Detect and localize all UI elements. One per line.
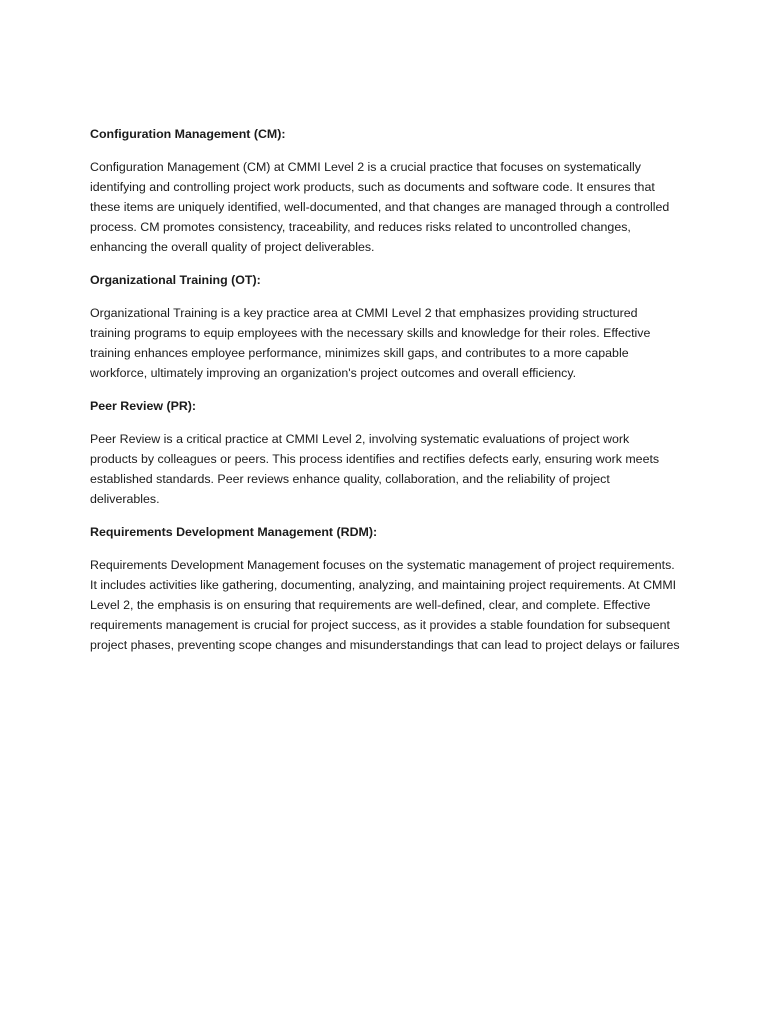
section-heading-ot: Organizational Training (OT): [90,273,261,287]
section-body-pr: Peer Review is a critical practice at CMMI Level 2, involving systematic evaluations of project work products by colleagues or peers. This process identifies and rectifies defects early, ensuring work meets established standards. Peer reviews enhance quality, collaboration, and the reliability of project deliverables. [90,432,660,506]
section-heading-rdm: Requirements Development Management (RDM): [90,525,378,539]
section-heading-pr: Peer Review (PR): [90,399,197,413]
document-content [90,124,680,668]
section-body-ot: Organizational Training is a key practice area at CMMI Level 2 that emphasizes providing structured training programs to equip employees with the necessary skills and knowledge for their roles. Effective training enhances employee performance, minimizes skill gaps, and contributes to a more capable workforce, ultimately improving an organization's project outcomes and overall efficiency. [90,306,651,380]
section-body-cm: Configuration Management (CM) at CMMI Level 2 is a crucial practice that focuses on systematically identifying and controlling project work products, such as documents and software code. It ensures that these items are uniquely identified, well-documented, and that changes are managed through a controlled process. CM promotes consistency, traceability, and reduces risks related to uncontrolled changes, enhancing the overall quality of project deliverables. [90,160,670,254]
section-body-rdm: Requirements Development Management focuses on the systematic management of project requirements. It includes activities like gathering, documenting, analyzing, and maintaining project requirements. At CMMI Level 2, the emphasis is on ensuring that requirements are well-defined, clear, and complete. Effective requirements management is crucial for project success, as it provides a stable foundation for subsequent project phases, preventing scope changes and misunderstandings that can lead to project delays or failures [90,558,680,652]
section-heading-cm: Configuration Management (CM): [90,127,286,141]
